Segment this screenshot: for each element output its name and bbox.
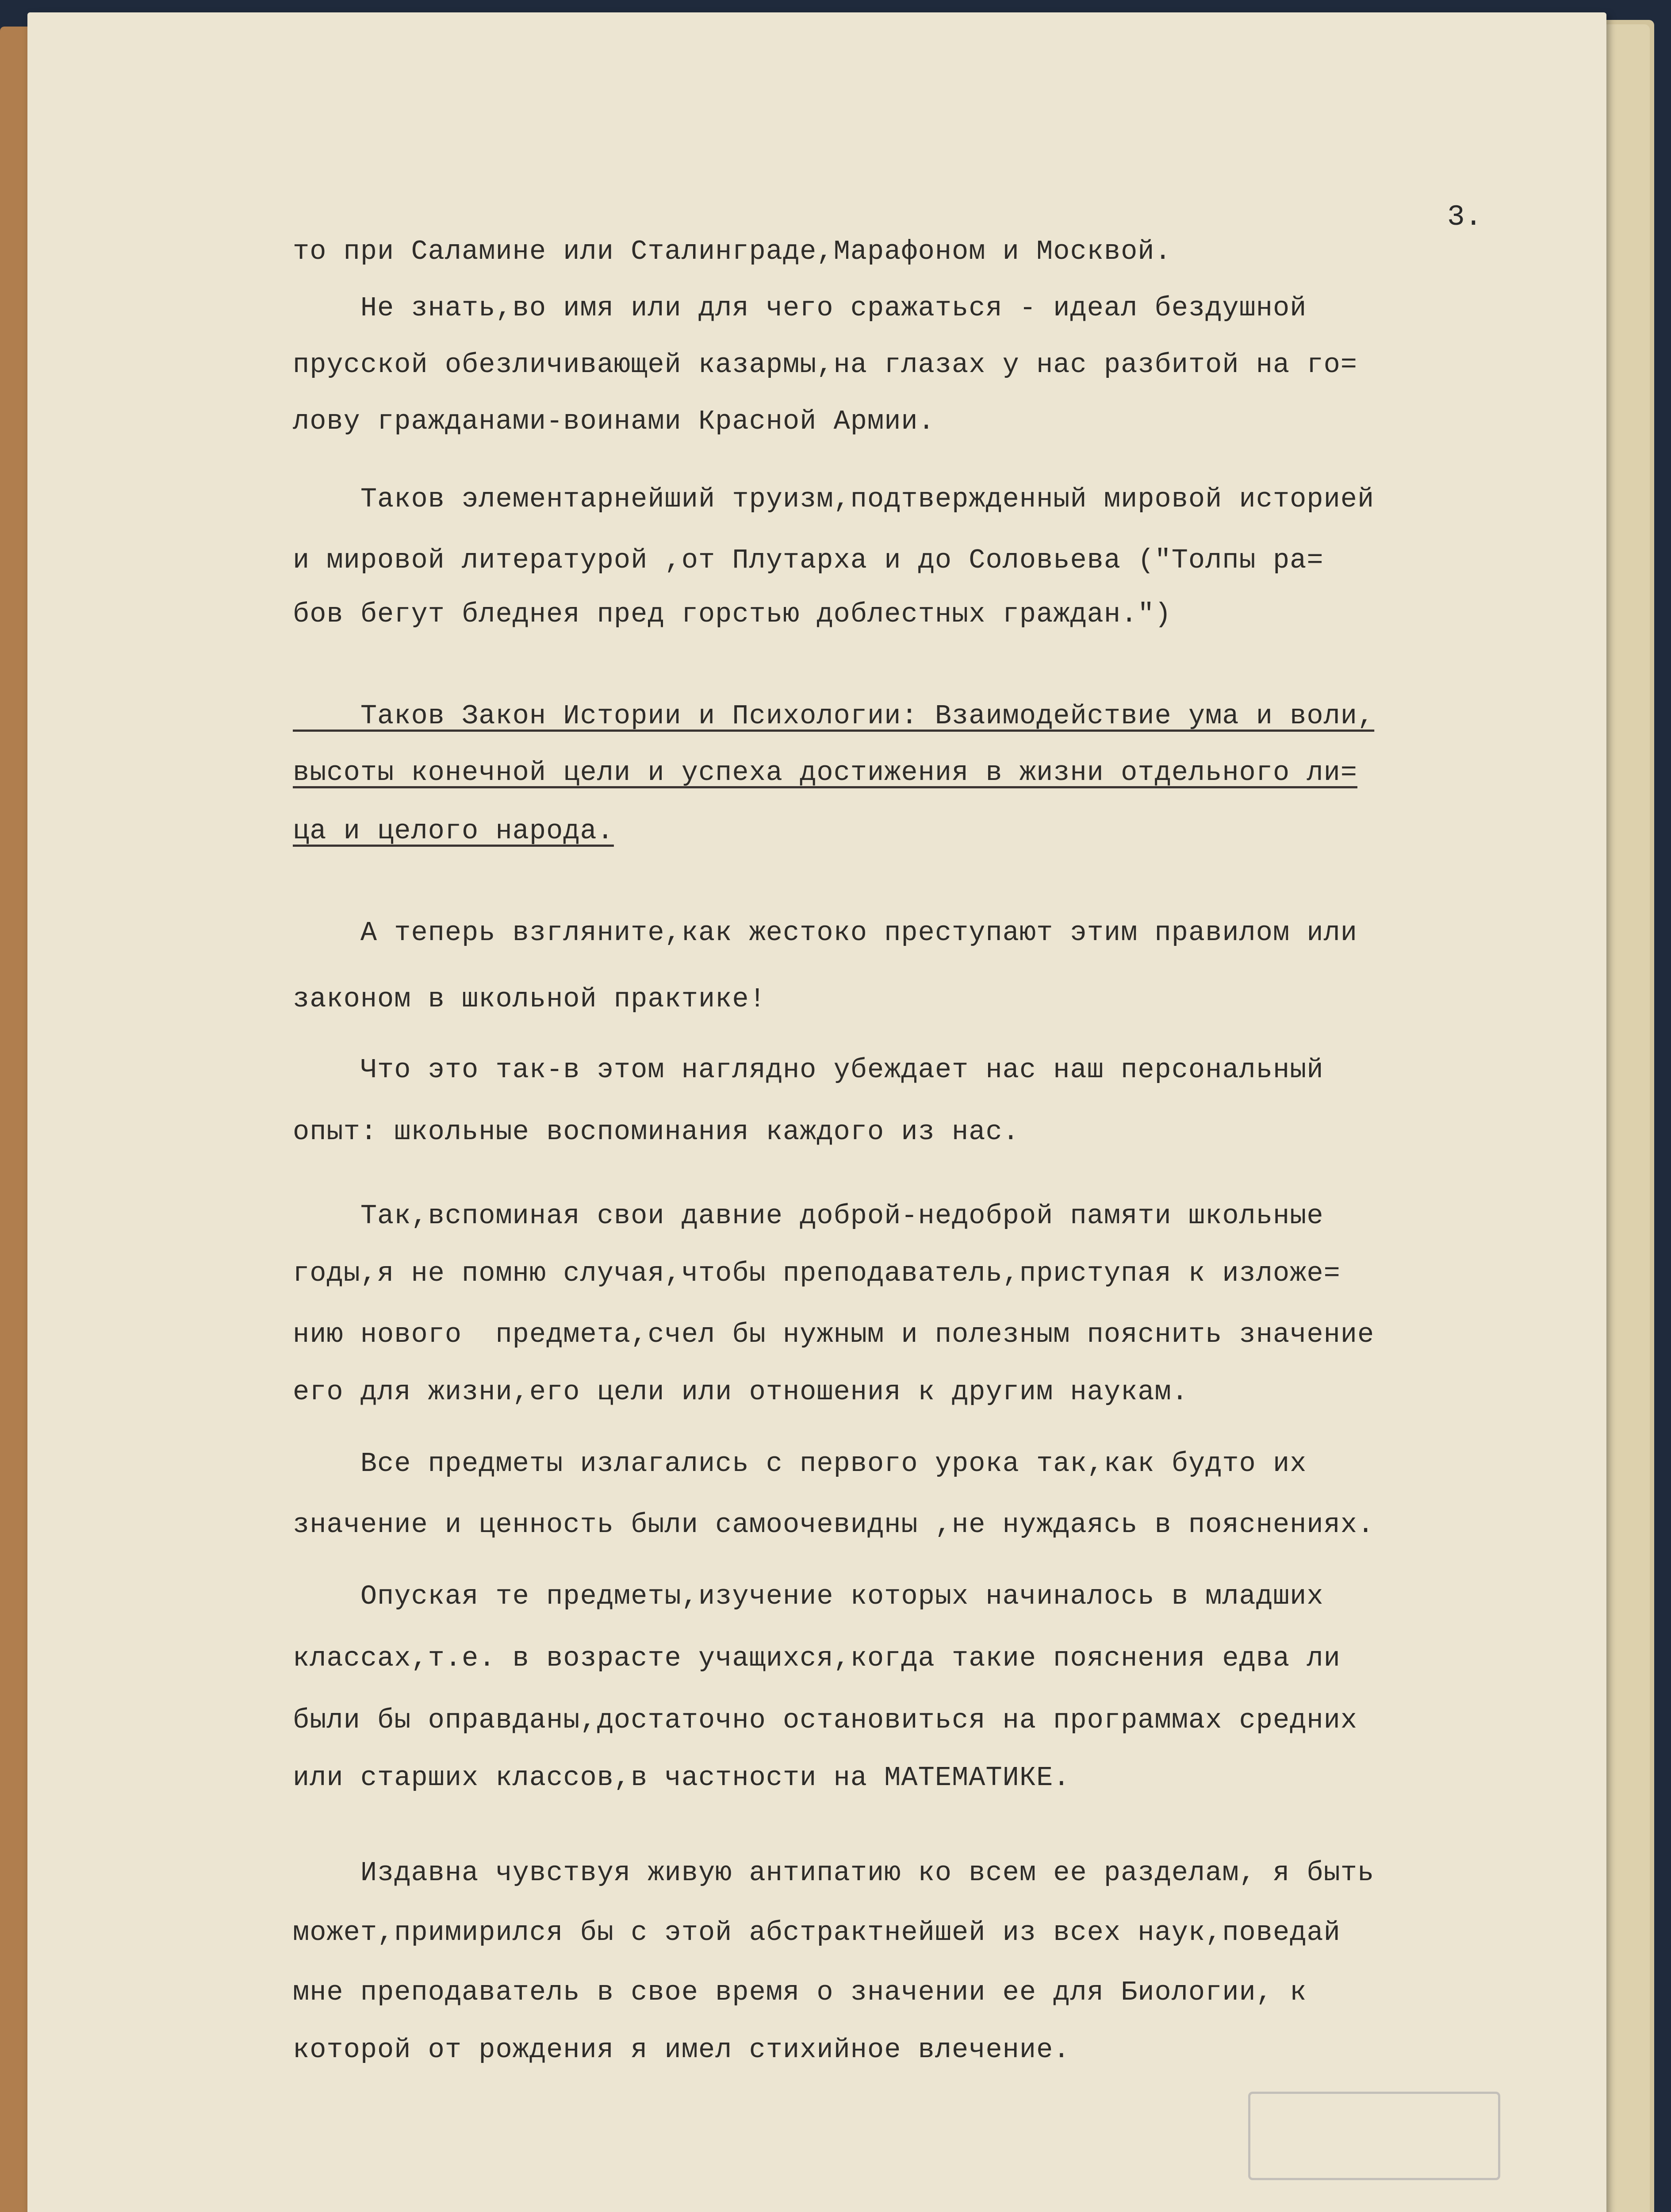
underlined-law-line: Таков Закон Истории и Психологии: Взаимодействие ума и воли, xyxy=(293,700,1375,732)
text-line: его для жизни,его цели или отношения к другим наукам. xyxy=(293,1376,1188,1408)
text-line: Так,вспоминая свои давние доброй-недоброй памяти школьные xyxy=(293,1200,1324,1232)
text-line: мне преподаватель в свое время о значении ее для Биологии, к xyxy=(293,1977,1307,2008)
text-line: Таков элементарнейший труизм,подтвержденный мировой историей xyxy=(293,484,1375,515)
document-page xyxy=(27,12,1606,2212)
faded-archive-stamp xyxy=(1248,2092,1500,2180)
text-line: А теперь взгляните,как жестоко преступают этим правилом или xyxy=(293,917,1357,949)
text-line: годы,я не помню случая,чтобы преподаватель,приступая к изложе= xyxy=(293,1258,1341,1289)
folder-binding xyxy=(0,27,31,2212)
page-number: 3. xyxy=(1447,200,1483,234)
text-line: может,примирился бы с этой абстрактнейшей из всех наук,поведай xyxy=(293,1917,1341,1948)
text-line: бов бегут бледнея пред горстью доблестных граждан.") xyxy=(293,599,1172,630)
text-line: прусской обезличивающей казармы,на глазах у нас разбитой на го= xyxy=(293,349,1357,380)
text-line: Опуская те предметы,изучение которых начиналось в младших xyxy=(293,1581,1324,1612)
text-line: значение и ценность были самоочевидны ,не нуждаясь в пояснениях. xyxy=(293,1509,1375,1540)
text-line: Что это так-в этом наглядно убеждает нас наш персональный xyxy=(293,1054,1324,1086)
text-line: законом в школьной практике! xyxy=(293,983,766,1015)
text-line: Не знать,во имя или для чего сражаться - идеал бездушной xyxy=(293,292,1307,324)
text-line: классах,т.е. в возрасте учащихся,когда такие пояснения едва ли xyxy=(293,1643,1341,1674)
text-line: Издавна чувствуя живую антипатию ко всем ее разделам, я быть xyxy=(293,1857,1375,1889)
text-line: опыт: школьные воспоминания каждого из нас. xyxy=(293,1116,1019,1148)
text-line: Все предметы излагались с первого урока так,как будто их xyxy=(293,1448,1307,1479)
text-line: были бы оправданы,достаточно остановиться на программах средних xyxy=(293,1705,1357,1736)
text-line: которой от рождения я имел стихийное влечение. xyxy=(293,2034,1070,2066)
text-line: или старших классов,в частности на МАТЕМАТИКЕ. xyxy=(293,1762,1070,1793)
text-line: и мировой литературой ,от Плутарха и до Соловьева ("Толпы ра= xyxy=(293,545,1324,576)
text-line: лову гражданами-воинами Красной Армии. xyxy=(293,406,935,437)
underlined-law-line: ца и целого народа. xyxy=(293,815,614,847)
underlined-law-line: высоты конечной цели и успеха достижения в жизни отдельного ли= xyxy=(293,757,1357,788)
text-line: нию нового предмета,счел бы нужным и полезным пояснить значение xyxy=(293,1319,1375,1350)
text-line: то при Саламине или Сталинграде,Марафоном и Москвой. xyxy=(293,236,1172,267)
